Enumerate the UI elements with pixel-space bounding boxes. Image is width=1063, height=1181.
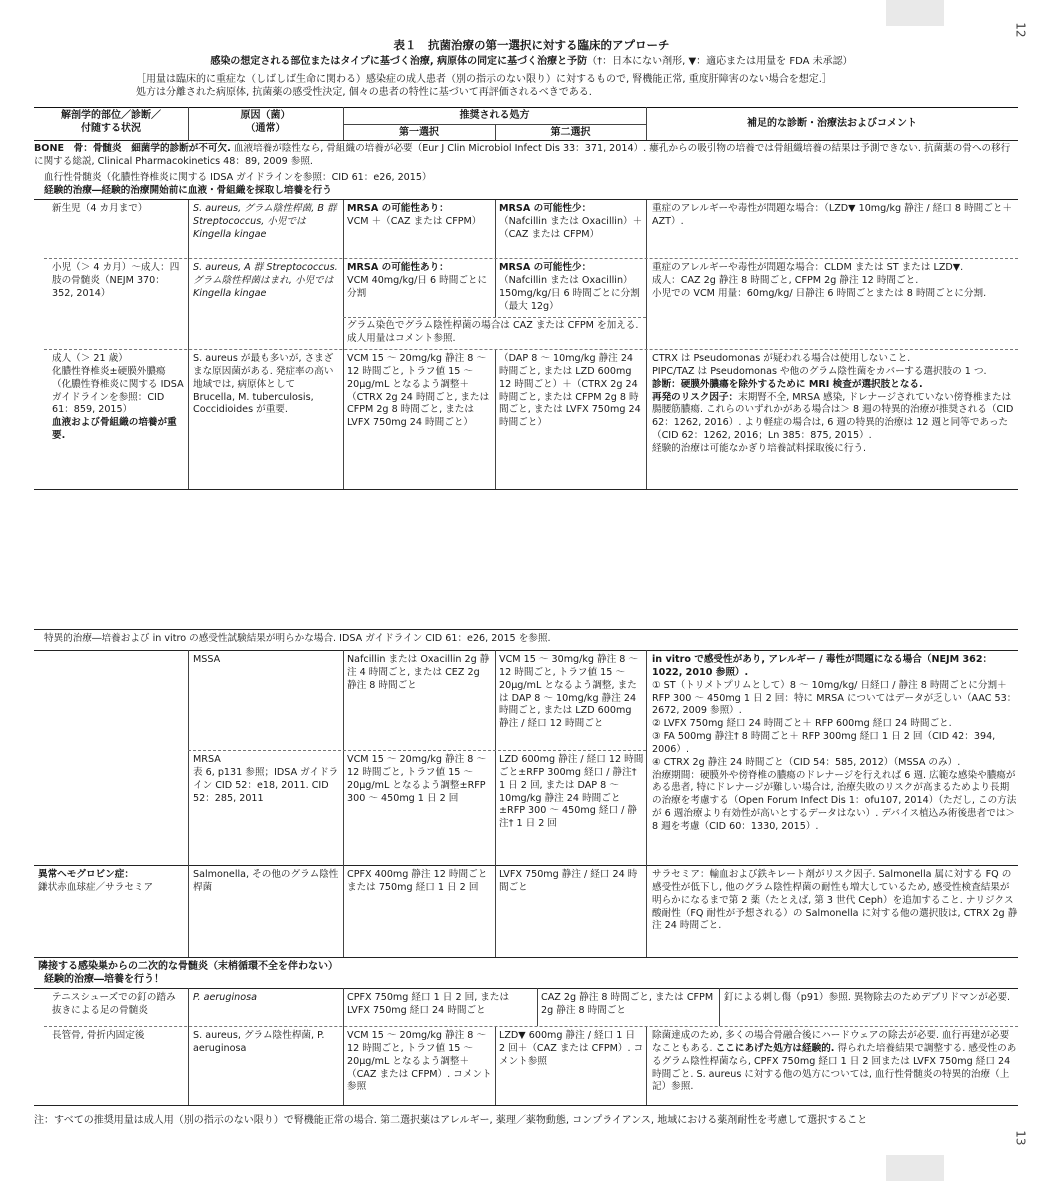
note-line: 処方は分離された病原体, 抗菌薬の感受性決定, 個々の患者の特性に基づいて再評価されるべきである. <box>136 87 592 99</box>
rule <box>188 988 189 1105</box>
header-second: 第二選択 <box>550 127 591 138</box>
rule <box>646 1026 647 1105</box>
header-recommended: 推奨される処方 <box>459 110 530 121</box>
neonate-comments: 重症のアレルギーや毒性が問題な場合：（LZD▼ 10mg/kg 静注 / 経口 8 時間ごと＋ AZT）. <box>652 203 1013 227</box>
adult-second: （DAP 8 ～ 10mg/kg 静注 24 時間ごと, または LZD 600mg 12 時間ごと）＋（CTRX 2g 24 時間ごと, または CFPM 2g 8 時間ごと, または LVFX 750mg 24 時間ごと） <box>499 353 641 429</box>
rule <box>188 199 189 489</box>
hemoglobin-comments: サラセミア：輸血および鉄キレート剤がリスク因子. Salmonella 属に対する FQ の感受性が低下し, 他のグラム陰性桿菌の耐性も増大しているため, 感受性検査結果が明らかになるまで第 2 薬（たとえば, 第 3 世代 Ceph）を追加すること. ナリジクス酸耐性（FQ 耐性が予想される）の Salmonella に対する他の選択肢は, CTRX 2g 静注 24 時間ごと. <box>652 869 1018 932</box>
row-divider <box>343 317 646 318</box>
rule <box>34 1105 1018 1106</box>
specific-label: 特異的治療―培養および in vitro の感受性試験結果が明らかな場合. IDSA ガイドライン CID 61：e26, 2015 を参照. <box>44 633 551 644</box>
longbone-site: 長管骨, 骨折内固定後 <box>52 1030 145 1041</box>
child-second: MRSA の可能性少： （Nafcillin または Oxacillin）150mg/kg/日 6 時間ごとに分割（最大 12g） <box>499 262 640 312</box>
rule <box>646 199 647 489</box>
rule <box>34 140 1018 141</box>
adult-first: VCM 15 ～ 20mg/kg 静注 8 ～ 12 時間ごと, トラフ値 15 ～ 20μg/mL となるよう調整＋（CTRX 2g 24 時間ごと, または CFPM 2g 8 時間ごと, または LVFX 750mg 24 時間ごと） <box>347 353 490 429</box>
rule <box>343 199 344 489</box>
mrsa-second: LZD 600mg 静注 / 経口 12 時間ごと±RFP 300mg 経口 / 静注† 1 日 2 回, または DAP 8 ～ 10mg/kg 静注 24 時間ごと±RFP 300 ～ 450mg 経口 / 静注† 1 日 2 回 <box>499 754 644 830</box>
specific-comments: in vitro で感受性があり, アレルギー / 毒性が問題になる場合（NEJM 362：1022, 2010 参照）. ① ST（トリメトプリムとして）8 ～ 10mg/kg/ 日経口 / 静注 8 時間ごとに分割＋ RFP 300 ～ 450mg 1 日 2 回：特に MRSA についてはデータが乏しい（AAC 53：2672, 2009 参照）. ② LVFX 750mg 経口 24 時間ごと＋ RFP 600mg 経口 24 時間ごと. ③ FA 500mg 静注† 8 時間ごと＋ RFP 300mg 経口 1 日 2 回（CID 42：394, 2006）. ④ CTRX 2g 静注 24 時間ごと（CID 54：585, 2012）（MSSA のみ）. 治療期間：硬膜外や傍脊椎の膿瘍のドレナージを行えれば 6 週. 広範な感染や膿瘍がある患者, 特にドレナージが難しい場合は, 治療失敗のリスクが高まるためより長期の治療を考慮する（Open Forum Infect Dis 1：ofu107, 2014）（ただし, この方法が 6 週治療より有効性が高いとするデータはない）. デバイス植込み術後患者では＞ 8 週を考慮（CID 60：1330, 2015）. <box>652 654 1017 832</box>
hemoglobin-cause: Salmonella, その他のグラム陰性桿菌 <box>193 869 339 893</box>
rule <box>188 865 189 957</box>
row-divider <box>44 349 1018 350</box>
rule <box>188 650 189 865</box>
table-title: 表１ 抗菌治療の第一選択に対する臨床的アプローチ <box>393 38 670 52</box>
child-span-note: グラム染色でグラム陰性桿菌の場合は CAZ または CFPM を加える. 成人用量はコメント参照. <box>347 320 639 344</box>
rule <box>34 650 1018 651</box>
nail-comments: 釘による刺し傷（p91）参照. 異物除去のためデブリドマンが必要. <box>724 992 1011 1003</box>
longbone-first: VCM 15 ～ 20mg/kg 静注 8 ～ 12 時間ごと, トラフ値 15 ～ 20μg/mL となるよう調整＋（CAZ または CFPM）. コメント参照 <box>347 1030 492 1093</box>
hemoglobin-second: LVFX 750mg 静注 / 経口 24 時間ごと <box>499 869 638 893</box>
rule <box>343 988 344 1105</box>
row-divider <box>44 1026 1018 1027</box>
neonate-first: MRSA の可能性あり： VCM ＋（CAZ または CFPM） <box>347 203 482 227</box>
neonate-cause: S. aureus, グラム陰性桿菌, B 群 Streptococcus, 小児では Kingella kingae <box>193 203 337 240</box>
rule <box>343 865 344 957</box>
rule <box>343 650 344 865</box>
hematogenous-label: 血行性骨髄炎（化膿性脊椎炎に関する IDSA ガイドラインを参照：CID 61：e26, 2015） <box>44 172 432 183</box>
neonate-site: 新生児（4 カ月まで） <box>52 203 148 214</box>
rule <box>34 957 1018 958</box>
page-tab-bottom <box>886 1155 944 1181</box>
header-cause: 原因（菌） （通常） <box>240 110 291 135</box>
row-divider <box>188 750 646 751</box>
mssa-first: Nafcillin または Oxacillin 2g 静注 4 時間ごと, または CEZ 2g 静注 8 時間ごと <box>347 654 490 691</box>
mssa-cause: MSSA <box>193 654 221 665</box>
rule <box>34 107 1018 108</box>
child-first: MRSA の可能性あり： VCM 40mg/kg/日 6 時間ごとに分割 <box>347 262 488 299</box>
child-comments: 重症のアレルギーや毒性が問題な場合：CLDM または ST または LZD▼. 成人：CAZ 2g 静注 8 時間ごと, CFPM 2g 静注 12 時間ごと. 小児での VCM 用量：60mg/kg/ 日静注 6 時間ごとまたは 8 時間ごとに分割. <box>652 262 987 299</box>
footer-note: 注：すべての推奨用量は成人用（別の指示のない限り）で腎機能正常の場合. 第二選択薬はアレルギー, 薬理／薬物動態, コンプライアンス, 地域における薬剤耐性を考慮して選択すること <box>34 1115 868 1126</box>
bone-intro: BONE 骨：骨髄炎 細菌学的診断が不可欠. 血液培養が陰性なら, 骨組織の培養が必要（Eur J Clin Microbiol Infect Dis 33：371, 2014）. 瘻孔からの吸引物の培養では骨組織培養の結果は予測できない. 抗菌薬の骨への移行に関する総説, Clinical Pharmacokinetics 48：89, 2009 参照. <box>34 143 1011 167</box>
table-subtitle: 感染の想定される部位またはタイプに基づく治療, 病原体の同定に基づく治療と予防（†：日本にない剤形, ▼：適応または用量を FDA 未承認） <box>210 56 853 67</box>
child-cause: S. aureus, A 群 Streptococcus. グラム陰性桿菌はまれ, 小児では Kingella kingae <box>193 262 338 299</box>
page-number-top: 12 <box>1013 22 1028 38</box>
rule <box>495 349 496 489</box>
nail-first: CPFX 750mg 経口 1 日 2 回, または LVFX 750mg 経口 24 時間ごと <box>347 992 510 1016</box>
page-number-bottom: 13 <box>1013 1130 1028 1146</box>
adult-comments: CTRX は Pseudomonas が疑われる場合は使用しないこと. PIPC/TAZ は Pseudomonas や他のグラム陰性菌をカバーする選択肢の 1 つ. 診断：硬膜外膿瘍を除外するために MRI 検査が選択肢となる. 再発のリスク因子：末期腎不全, MRSA 感染, ドレナージされていない傍脊椎または腸腰筋膿瘍. これらのいずれかがある場合は＞ 8 週の特異的治療が推奨される（CID 62：1262, 2016）. より軽症の場合は, 6 週の特異的治療は 12 週と同等であった（CID 62：1262, 2016；Ln 385：875, 2015）. 経験的治療は可能なかぎり培養試料採取後に行う. <box>652 353 1014 454</box>
header-first: 第一選択 <box>399 127 439 138</box>
adult-cause: S. aureus が最も多いが, さまざまな原因菌がある. 発症率の高い地域では, 病原体として Brucella, M. tuberculosis, Coccidioides が重要. <box>193 353 334 416</box>
empiric-label: 経験的治療―経験的治療開始前に血液・骨組織を採取し培養を行う <box>44 185 332 196</box>
row-divider <box>44 258 1018 259</box>
rule <box>537 988 538 1026</box>
note-line: ［用量は臨床的に重症な（しばしば生命に関わる）感染症の成人患者（別の指示のない限り）に対するもので, 腎機能正常, 重度肝障害のない場合を想定.］ <box>136 74 832 85</box>
rule <box>34 629 1018 630</box>
rule <box>34 489 1018 490</box>
contiguous-empiric: 経験的治療―培養を行う！ <box>44 974 164 985</box>
longbone-comments: 除菌達成のため, 多くの場合骨融合後にハードウェアの除去が必要. 血行再建が必要なこともある. ここにあげた処方は経験的. 得られた培養結果で調整する. 感受性のあるグラム陰性桿菌なら, CPFX 750mg 経口 1 日 2 回または LVFX 750mg 経口 24 時間ごと. S. aureus に対する他の処方については, 血行性骨髄炎の特異的治療（上記）参照. <box>652 1030 1017 1093</box>
rule <box>495 865 496 957</box>
mssa-second: VCM 15 ～ 30mg/kg 静注 8 ～ 12 時間ごと, トラフ値 15 ～ 20μg/mL となるよう調整, または DAP 8 ～ 10mg/kg 静注 24 時間ごと, または LZD 600mg 静注 / 経口 12 時間ごと <box>499 654 639 730</box>
header-site: 解剖学的部位／診断／ 付随する状況 <box>61 110 161 135</box>
hemoglobin-first: CPFX 400mg 静注 12 時間ごとまたは 750mg 経口 1 日 2 回 <box>347 869 488 893</box>
adult-site: 成人（＞ 21 歳） 化膿性脊椎炎±硬膜外膿瘍 （化膿性脊椎炎に関する IDSA ガイドラインを参照：CID 61：859, 2015） 血液および骨組織の培養が重要. <box>52 353 184 442</box>
nail-cause: P. aeruginosa <box>193 992 257 1003</box>
rule <box>719 988 720 1026</box>
longbone-second: LZD▼ 600mg 静注 / 経口 1 日 2 回＋（CAZ または CFPM）. コメント参照 <box>499 1030 644 1067</box>
rule <box>495 650 496 865</box>
rule <box>34 865 1018 866</box>
child-site: 小児（＞ 4 カ月）～成人：四肢の骨髄炎（NEJM 370：352, 2014） <box>52 262 180 299</box>
nail-second: CAZ 2g 静注 8 時間ごと, または CFPM 2g 静注 8 時間ごと <box>541 992 714 1016</box>
contiguous-label: 隣接する感染巣からの二次的な骨髄炎（末梢循環不全を伴わない） <box>38 961 338 972</box>
rule <box>34 199 1018 200</box>
table-notes <box>136 73 1016 99</box>
rule <box>34 988 1018 989</box>
rule <box>495 1026 496 1105</box>
page-tab-top <box>886 0 944 26</box>
rule <box>646 650 647 865</box>
mrsa-first: VCM 15 ～ 20mg/kg 静注 8 ～ 12 時間ごと, トラフ値 15 ～ 20μg/mL となるよう調整±RFP 300 ～ 450mg 1 日 2 回 <box>347 754 487 804</box>
rule <box>646 865 647 957</box>
nail-site: テニスシューズでの釘の踏み抜きによる足の骨髄炎 <box>52 992 176 1016</box>
header-comments: 補足的な診断・治療法およびコメント <box>747 118 917 129</box>
mrsa-cause: MRSA 表 6, p131 参照；IDSA ガイドライン CID 52：e18, 2011. CID 52：285, 2011 <box>193 754 339 804</box>
longbone-cause: S. aureus, グラム陰性桿菌, P. aeruginosa <box>193 1030 325 1054</box>
hemoglobin-site: 異常ヘモグロビン症： 鎌状赤血球症／サラセミア <box>38 869 154 893</box>
neonate-second: MRSA の可能性少： （Nafcillin または Oxacillin）＋（CAZ または CFPM） <box>499 203 643 240</box>
